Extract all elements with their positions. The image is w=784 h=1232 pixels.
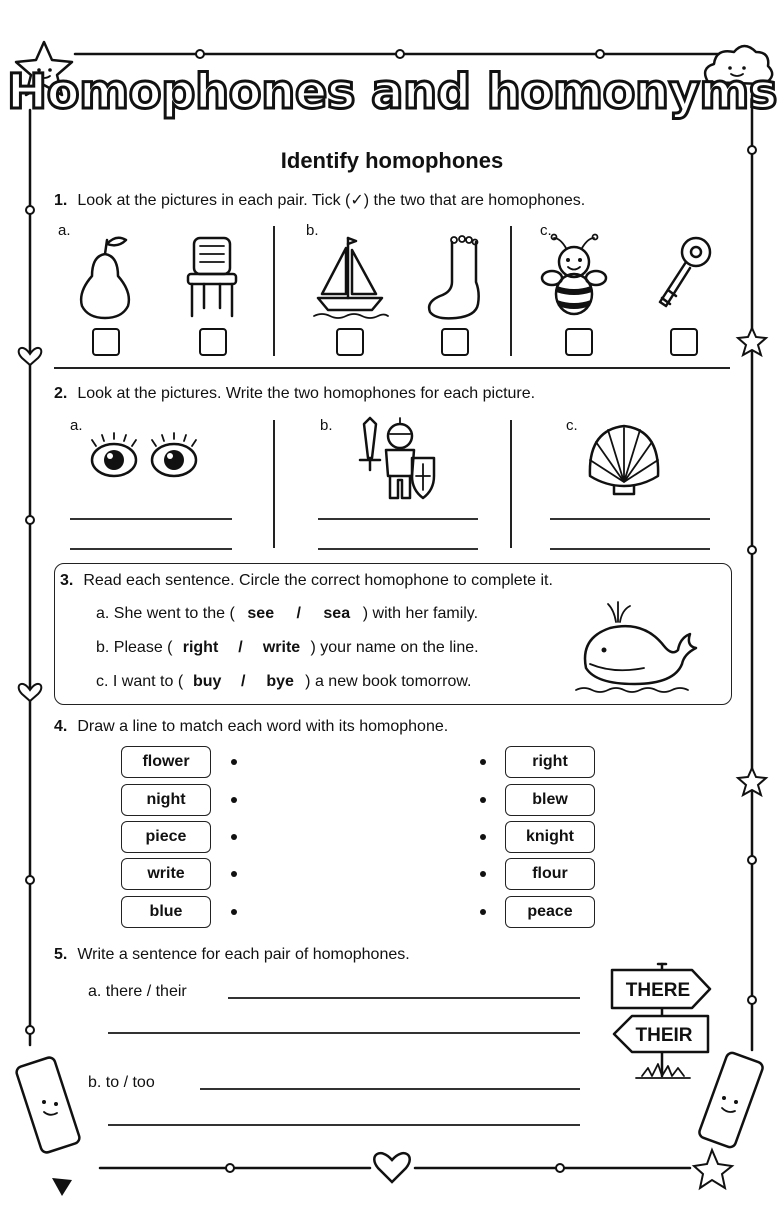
question-2: 2. Look at the pictures. Write the two homophones for each picture. xyxy=(54,385,536,402)
question-5: 5. Write a sentence for each pair of homophones. xyxy=(54,946,410,963)
sentence-b: b. Please ( right / write ) your name on the line. xyxy=(96,639,479,656)
match-dot-right[interactable] xyxy=(480,834,486,840)
writing-line[interactable] xyxy=(108,1032,580,1034)
section-subtitle: Identify homophones xyxy=(280,148,504,173)
match-word-left[interactable]: night xyxy=(121,784,211,816)
sign-there: THERE xyxy=(625,980,691,1001)
bee-icon xyxy=(540,232,610,322)
match-word-left[interactable]: piece xyxy=(121,821,211,853)
match-dot-left[interactable] xyxy=(231,834,237,840)
pair-a: a. there / their xyxy=(88,983,187,1000)
key-icon xyxy=(650,232,720,322)
match-dot-right[interactable] xyxy=(480,909,486,915)
option-write[interactable]: write xyxy=(262,639,301,656)
tick-box-key[interactable] xyxy=(670,328,698,356)
pear-icon xyxy=(70,232,140,322)
q2-label-c: c. xyxy=(566,417,578,434)
pair-b: b. to / too xyxy=(88,1074,155,1091)
match-dot-left[interactable] xyxy=(231,759,237,765)
whale-icon xyxy=(574,598,710,698)
signpost-icon xyxy=(608,958,718,1088)
q2-label-b: b. xyxy=(320,417,333,434)
q1-label-a: a. xyxy=(58,222,71,239)
match-word-right[interactable]: right xyxy=(505,746,595,778)
match-word-left[interactable]: write xyxy=(121,858,211,890)
option-see[interactable]: see xyxy=(247,605,275,622)
sentence-c: c. I want to ( buy / bye ) a new book tomorrow. xyxy=(96,673,472,690)
option-bye[interactable]: bye xyxy=(266,673,294,690)
match-dot-left[interactable] xyxy=(231,871,237,877)
star-icon xyxy=(738,328,766,355)
sign-their: THEIR xyxy=(635,1025,693,1046)
page-title: Homophones and homonyms xyxy=(7,64,777,120)
match-word-right[interactable]: peace xyxy=(505,896,595,928)
question-3: 3. Read each sentence. Circle the correct homophone to complete it. xyxy=(60,572,553,589)
tick-box-sailboat[interactable] xyxy=(336,328,364,356)
heart-icon xyxy=(374,1153,409,1182)
option-buy[interactable]: buy xyxy=(192,673,222,690)
sentence-a: a. She went to the ( see / sea ) with her family. xyxy=(96,605,479,622)
tick-box-foot[interactable] xyxy=(441,328,469,356)
eyes-icon xyxy=(84,430,204,486)
option-sea[interactable]: sea xyxy=(323,605,351,622)
pencil-icon xyxy=(15,1056,81,1196)
tick-box-pear[interactable] xyxy=(92,328,120,356)
writing-line[interactable] xyxy=(108,1124,580,1126)
seashell-icon xyxy=(584,420,664,496)
q1-label-c: c. xyxy=(540,222,552,239)
match-word-left[interactable]: blue xyxy=(121,896,211,928)
match-word-right[interactable]: flour xyxy=(505,858,595,890)
match-dot-left[interactable] xyxy=(231,797,237,803)
q1-label-b: b. xyxy=(306,222,319,239)
match-word-left[interactable]: flower xyxy=(121,746,211,778)
match-dot-left[interactable] xyxy=(231,909,237,915)
tick-box-chair[interactable] xyxy=(199,328,227,356)
question-4: 4. Draw a line to match each word with its homophone. xyxy=(54,718,449,735)
question-1: 1. Look at the pictures in each pair. Tick (✓) the two that are homophones. xyxy=(54,192,586,209)
knight-icon xyxy=(350,414,440,504)
q2-label-a: a. xyxy=(70,417,83,434)
tick-box-bee[interactable] xyxy=(565,328,593,356)
writing-line[interactable] xyxy=(228,997,580,999)
star-icon xyxy=(738,768,766,795)
match-dot-right[interactable] xyxy=(480,871,486,877)
match-dot-right[interactable] xyxy=(480,797,486,803)
match-word-right[interactable]: knight xyxy=(505,821,595,853)
match-word-right[interactable]: blew xyxy=(505,784,595,816)
option-right[interactable]: right xyxy=(182,639,219,656)
writing-line[interactable] xyxy=(200,1088,580,1090)
sailboat-icon xyxy=(310,232,390,322)
foot-icon xyxy=(422,232,492,322)
match-dot-right[interactable] xyxy=(480,759,486,765)
chair-icon xyxy=(180,232,244,322)
